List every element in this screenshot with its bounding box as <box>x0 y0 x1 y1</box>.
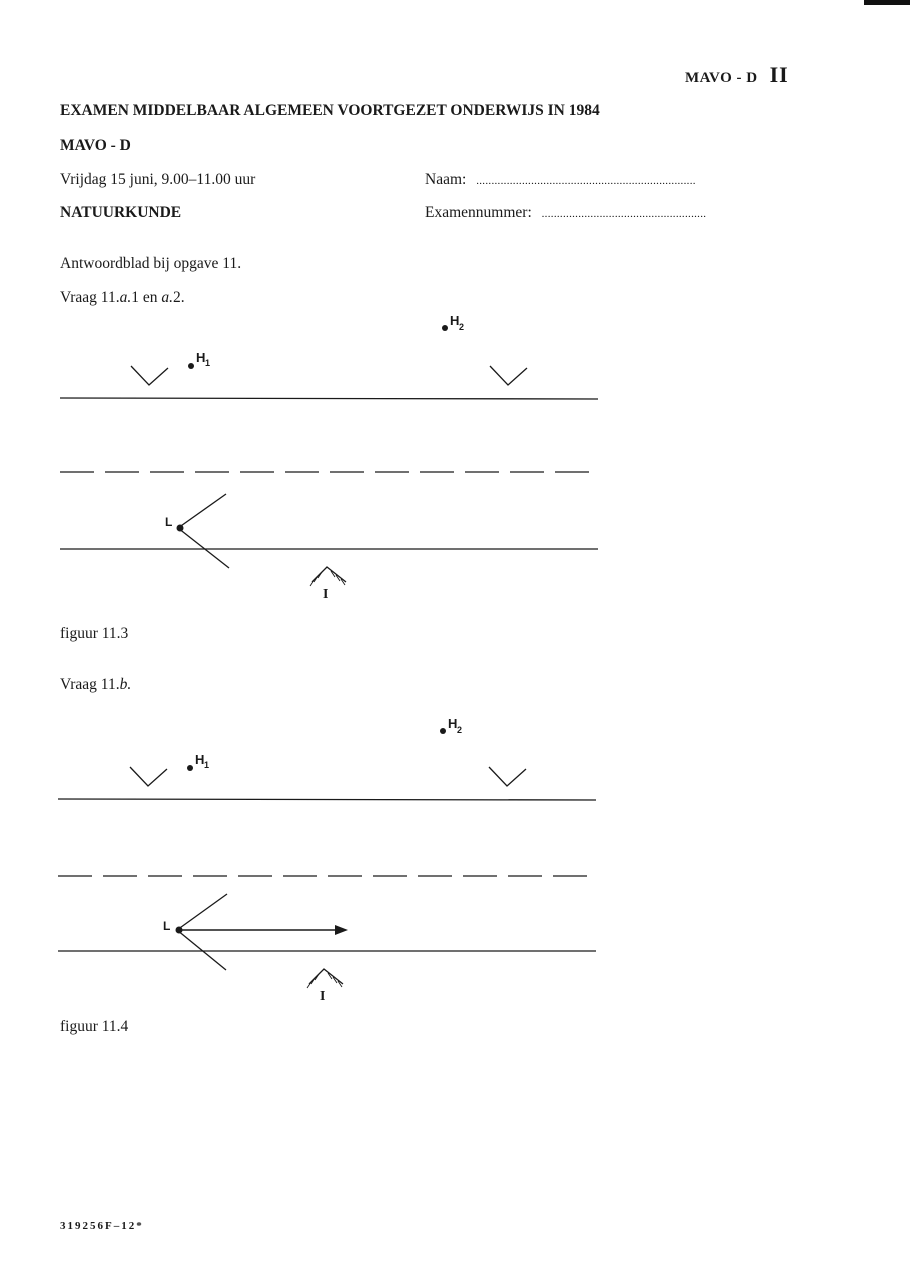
eye-label: I <box>323 587 329 602</box>
name-label: Naam: <box>425 171 467 188</box>
h2-subscript: 2 <box>459 322 465 332</box>
exam-subject: NATUURKUNDE <box>60 204 182 221</box>
h2-label: H <box>450 313 460 328</box>
point-h2 <box>440 728 446 734</box>
q2-prefix: Vraag 11. <box>60 676 120 693</box>
eye-symbol <box>312 567 346 582</box>
name-dots: ........................................................................ <box>476 175 696 187</box>
reflector-left <box>131 366 168 385</box>
lamp-ray-up <box>177 894 227 930</box>
h2-subscript: 2 <box>457 725 463 735</box>
lamp-label: L <box>165 515 173 529</box>
point-h1 <box>188 363 194 369</box>
question-1-label <box>60 289 185 307</box>
upper-wall-line <box>58 799 596 800</box>
exam-number-label: Examennummer: <box>425 204 532 221</box>
figure-11-4-caption: figuur 11.4 <box>60 1018 129 1035</box>
q1-a2: a. <box>161 289 173 306</box>
corner-bar <box>864 0 910 5</box>
series-header <box>685 62 789 88</box>
h1-label: H <box>195 752 205 767</box>
figure-11-4 <box>0 710 910 1010</box>
h1-subscript: 1 <box>204 760 210 770</box>
h1-label: H <box>196 350 206 365</box>
exam-number-dots: ...................................................... <box>541 208 707 220</box>
q1-end: 2. <box>173 289 185 306</box>
q1-mid: 1 en <box>131 289 162 306</box>
eye-symbol <box>309 969 343 984</box>
q1-a1: a. <box>119 289 132 306</box>
lamp-label: L <box>163 919 171 933</box>
point-h2 <box>442 325 448 331</box>
lamp-source <box>176 927 183 934</box>
footer-code: 319256F–12* <box>60 1220 144 1232</box>
q1-prefix: Vraag 11. <box>60 289 120 306</box>
lamp-ray-down <box>177 930 226 970</box>
figure-11-3 <box>0 310 910 610</box>
exam-number-field[interactable] <box>425 204 706 222</box>
point-h1 <box>187 765 193 771</box>
lamp-source <box>177 525 184 532</box>
roman-numeral: II <box>769 62 789 87</box>
exam-level: MAVO - D <box>60 137 131 154</box>
exam-title: EXAMEN MIDDELBAAR ALGEMEEN VOORTGEZET ONDERWIJS IN 1984 <box>60 102 600 119</box>
exam-date: Vrijdag 15 juni, 9.00–11.00 uur <box>60 171 256 188</box>
reflector-left <box>130 767 167 786</box>
arrow-head <box>335 925 348 935</box>
series-label: MAVO - D <box>685 70 758 86</box>
h1-subscript: 1 <box>205 358 211 368</box>
upper-wall-line <box>60 398 598 399</box>
figure-11-3-caption: figuur 11.3 <box>60 625 129 642</box>
name-field[interactable] <box>425 171 696 189</box>
q2-b: b. <box>119 676 132 693</box>
question-2-label <box>60 676 131 694</box>
lamp-ray-up <box>178 494 226 528</box>
eye-label: I <box>320 989 326 1004</box>
lamp-ray-down <box>178 528 229 568</box>
reflector-right <box>489 767 526 786</box>
intro-text: Antwoordblad bij opgave 11. <box>60 255 242 272</box>
reflector-right <box>490 366 527 385</box>
h2-label: H <box>448 716 458 731</box>
